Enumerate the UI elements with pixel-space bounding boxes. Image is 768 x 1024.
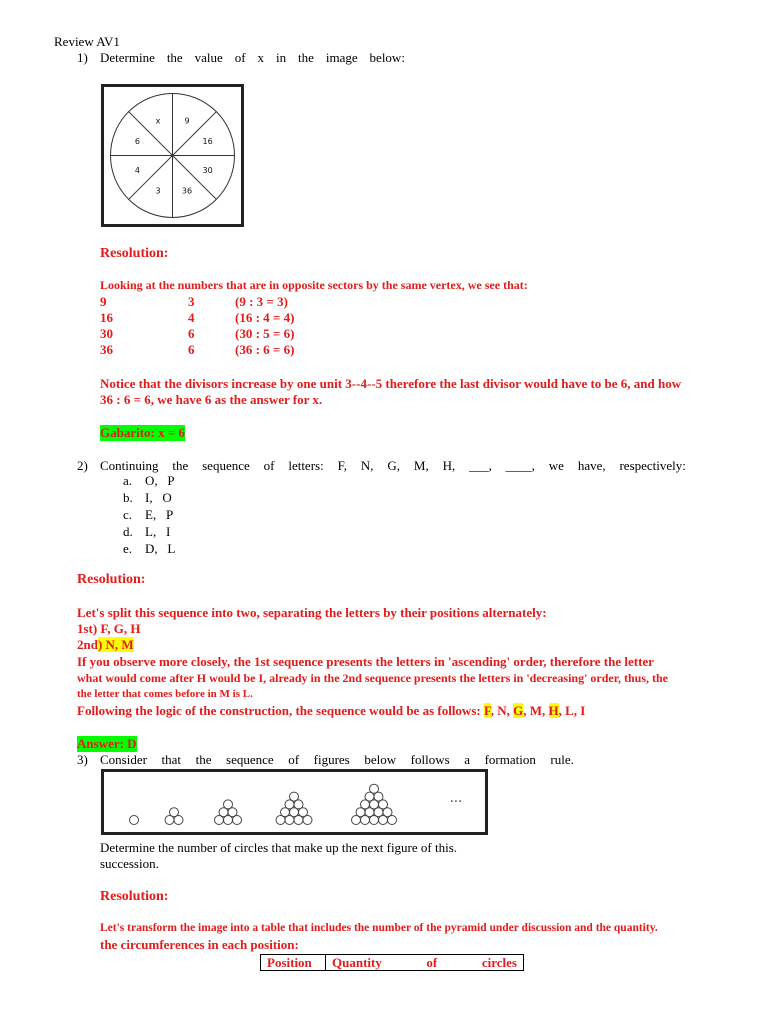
q2-word: we xyxy=(548,458,564,473)
q2-prompt xyxy=(100,458,686,474)
wheel-sector-label: 6 xyxy=(134,137,140,146)
q3-position-table xyxy=(260,954,524,971)
q2-word: respectively: xyxy=(619,458,686,473)
q1-word: in xyxy=(275,50,287,65)
q2-resolution-label: Resolution: xyxy=(77,572,146,587)
q1-word: the xyxy=(298,50,314,65)
q1-word: x xyxy=(257,50,265,65)
q1-row-b: 6 xyxy=(188,326,195,341)
wheel-sector-label: x xyxy=(155,116,161,126)
q2-word: letters: xyxy=(288,458,324,473)
q3-word: sequence xyxy=(226,752,274,767)
wheel-sector-label: 4 xyxy=(134,166,140,175)
q3-word: formation xyxy=(484,752,536,767)
q1-row-b: 4 xyxy=(188,310,195,325)
q2-seq2-prefix: 2nd xyxy=(77,637,98,652)
q1-word: value xyxy=(194,50,223,65)
q1-word: Determine xyxy=(100,50,155,65)
q1-word: below: xyxy=(369,50,405,65)
q2-word: of xyxy=(263,458,275,473)
pyramid-circle xyxy=(290,792,299,801)
option-text[interactable]: E, P xyxy=(145,507,174,522)
q2-split-intro: Let's split this sequence into two, separating the letters by their positions alternately: xyxy=(77,605,547,620)
wheel-sector-label: 16 xyxy=(202,137,213,146)
wheel-sector-label: 3 xyxy=(155,186,161,196)
q1-notice-line1: Notice that the divisors increase by one unit 3--4--5 therefore the last divisor would have to be 6, and how xyxy=(100,376,682,391)
q2-word: Continuing xyxy=(100,458,159,473)
q2-word: ___, xyxy=(469,458,492,473)
q1-row-calc: (16 : 4 = 4) xyxy=(235,310,295,325)
q1-word: image xyxy=(325,50,358,65)
q1-word: of xyxy=(234,50,246,65)
q3-resolution-label: Resolution: xyxy=(100,889,169,904)
q2-seq2 xyxy=(77,637,134,653)
q2-word: H, xyxy=(442,458,456,473)
q3-word: of xyxy=(288,752,300,767)
q3-pyramid-svg xyxy=(104,772,485,832)
q1-resolution-label: Resolution: xyxy=(100,246,169,261)
q2-number: 2) xyxy=(77,458,88,473)
q2-word: G, xyxy=(387,458,401,473)
q3-determine-line2: succession. xyxy=(100,856,159,871)
option-letter: e. xyxy=(123,541,133,556)
q1-row-sym xyxy=(147,294,157,310)
q3-circ-line: the circumferences in each position: xyxy=(100,937,299,952)
wheel-sector-label: 36 xyxy=(181,186,193,196)
q1-row-sym xyxy=(147,342,157,358)
q3-number: 3) xyxy=(77,752,88,767)
option-text[interactable]: O, P xyxy=(145,473,175,488)
q1-wheel-svg xyxy=(104,87,241,224)
q1-wheel-figure xyxy=(101,84,244,227)
q1-row-a: 30 xyxy=(100,326,113,341)
q1-row-b: 3 xyxy=(188,294,195,309)
q1-row-a: 9 xyxy=(100,294,107,309)
q1-answer: Gabarito: x = 6 xyxy=(100,425,186,440)
q3-prompt xyxy=(100,752,574,768)
wheel-sector-label: 30 xyxy=(202,166,213,175)
q3-word: the xyxy=(195,752,212,767)
table-header-quantity: Quantity of circles xyxy=(326,955,524,971)
pyramid-circle xyxy=(370,784,379,793)
q1-row-a: 16 xyxy=(100,310,113,325)
q2-following-prefix: Following the logic of the construction, the sequence would be as follows: xyxy=(77,703,484,718)
q1-intro: Looking at the numbers that are in opposite sectors by the same vertex, we see that: xyxy=(100,278,528,292)
q3-word: that xyxy=(161,752,182,767)
q2-word: M, xyxy=(413,458,429,473)
option-letter: b. xyxy=(123,490,133,505)
q2-word: F, xyxy=(337,458,348,473)
q3-word: figures xyxy=(313,752,350,767)
q2-word: sequence xyxy=(202,458,250,473)
document-title: Review AV1 xyxy=(54,34,120,49)
option-text[interactable]: L, I xyxy=(145,524,171,539)
option-letter: d. xyxy=(123,524,133,539)
q2-observe-line1: If you observe more closely, the 1st sequence presents the letters in 'ascending' order, therefore the letter xyxy=(77,654,654,669)
q2-word: ____, xyxy=(505,458,535,473)
pyramid-circle xyxy=(170,808,179,817)
option-text[interactable]: I, O xyxy=(145,490,172,505)
q3-transform-line: Let's transform the image into a table that includes the number of the pyramid under discussion and the quantity. xyxy=(100,922,658,934)
wheel-sector-label: 9 xyxy=(184,116,190,126)
q1-row-b: 6 xyxy=(188,342,195,357)
q3-word: below xyxy=(364,752,397,767)
q1-notice-line2: 36 : 6 = 6, we have 6 as the answer for x. xyxy=(100,392,323,407)
q1-row-sym xyxy=(147,326,157,342)
q2-word: N, xyxy=(360,458,374,473)
q1-number: 1) xyxy=(77,50,88,65)
q2-following: Following the logic of the construction, the sequence would be as follows: F, N, G, M, H, L, I xyxy=(77,703,586,718)
q1-row-calc: (36 : 6 = 6) xyxy=(235,342,295,357)
q1-row-calc: (30 : 5 = 6) xyxy=(235,326,295,341)
q2-observe-line3: the letter that comes before in M is L. xyxy=(77,688,253,700)
q2-following-tail: , L, I xyxy=(558,703,586,718)
pyramid-circle xyxy=(224,800,233,809)
option-letter: c. xyxy=(123,507,133,522)
q1-prompt xyxy=(100,50,405,66)
q2-word: the xyxy=(172,458,189,473)
q3-pyramid-figure xyxy=(101,769,488,835)
option-letter: a. xyxy=(123,473,133,488)
q2-seq1: 1st) F, G, H xyxy=(77,621,141,636)
q1-row-sym xyxy=(147,310,157,326)
q2-answer: Answer: D xyxy=(77,736,137,751)
q3-word: Consider xyxy=(100,752,147,767)
q3-word: rule. xyxy=(550,752,574,767)
q2-seq2-highlight: ) N, M xyxy=(97,637,134,652)
q2-word: have, xyxy=(577,458,606,473)
q3-determine-line1: Determine the number of circles that make up the next figure of this. xyxy=(100,840,458,855)
option-text[interactable]: D, L xyxy=(145,541,176,556)
q3-word: a xyxy=(464,752,470,767)
table-header-row xyxy=(261,955,524,971)
q2-observe-line2: what would come after H would be I, already in the 2nd sequence presents the letters in 'decreasing' order, thus, the xyxy=(77,671,668,685)
pyramid-circle xyxy=(130,816,139,825)
q1-word: the xyxy=(166,50,183,65)
table-header-position: Position xyxy=(261,955,326,971)
q3-continuation: ... xyxy=(449,791,463,806)
q3-word: follows xyxy=(410,752,450,767)
q1-row-a: 36 xyxy=(100,342,113,357)
q1-row-calc: (9 : 3 = 3) xyxy=(235,294,288,309)
